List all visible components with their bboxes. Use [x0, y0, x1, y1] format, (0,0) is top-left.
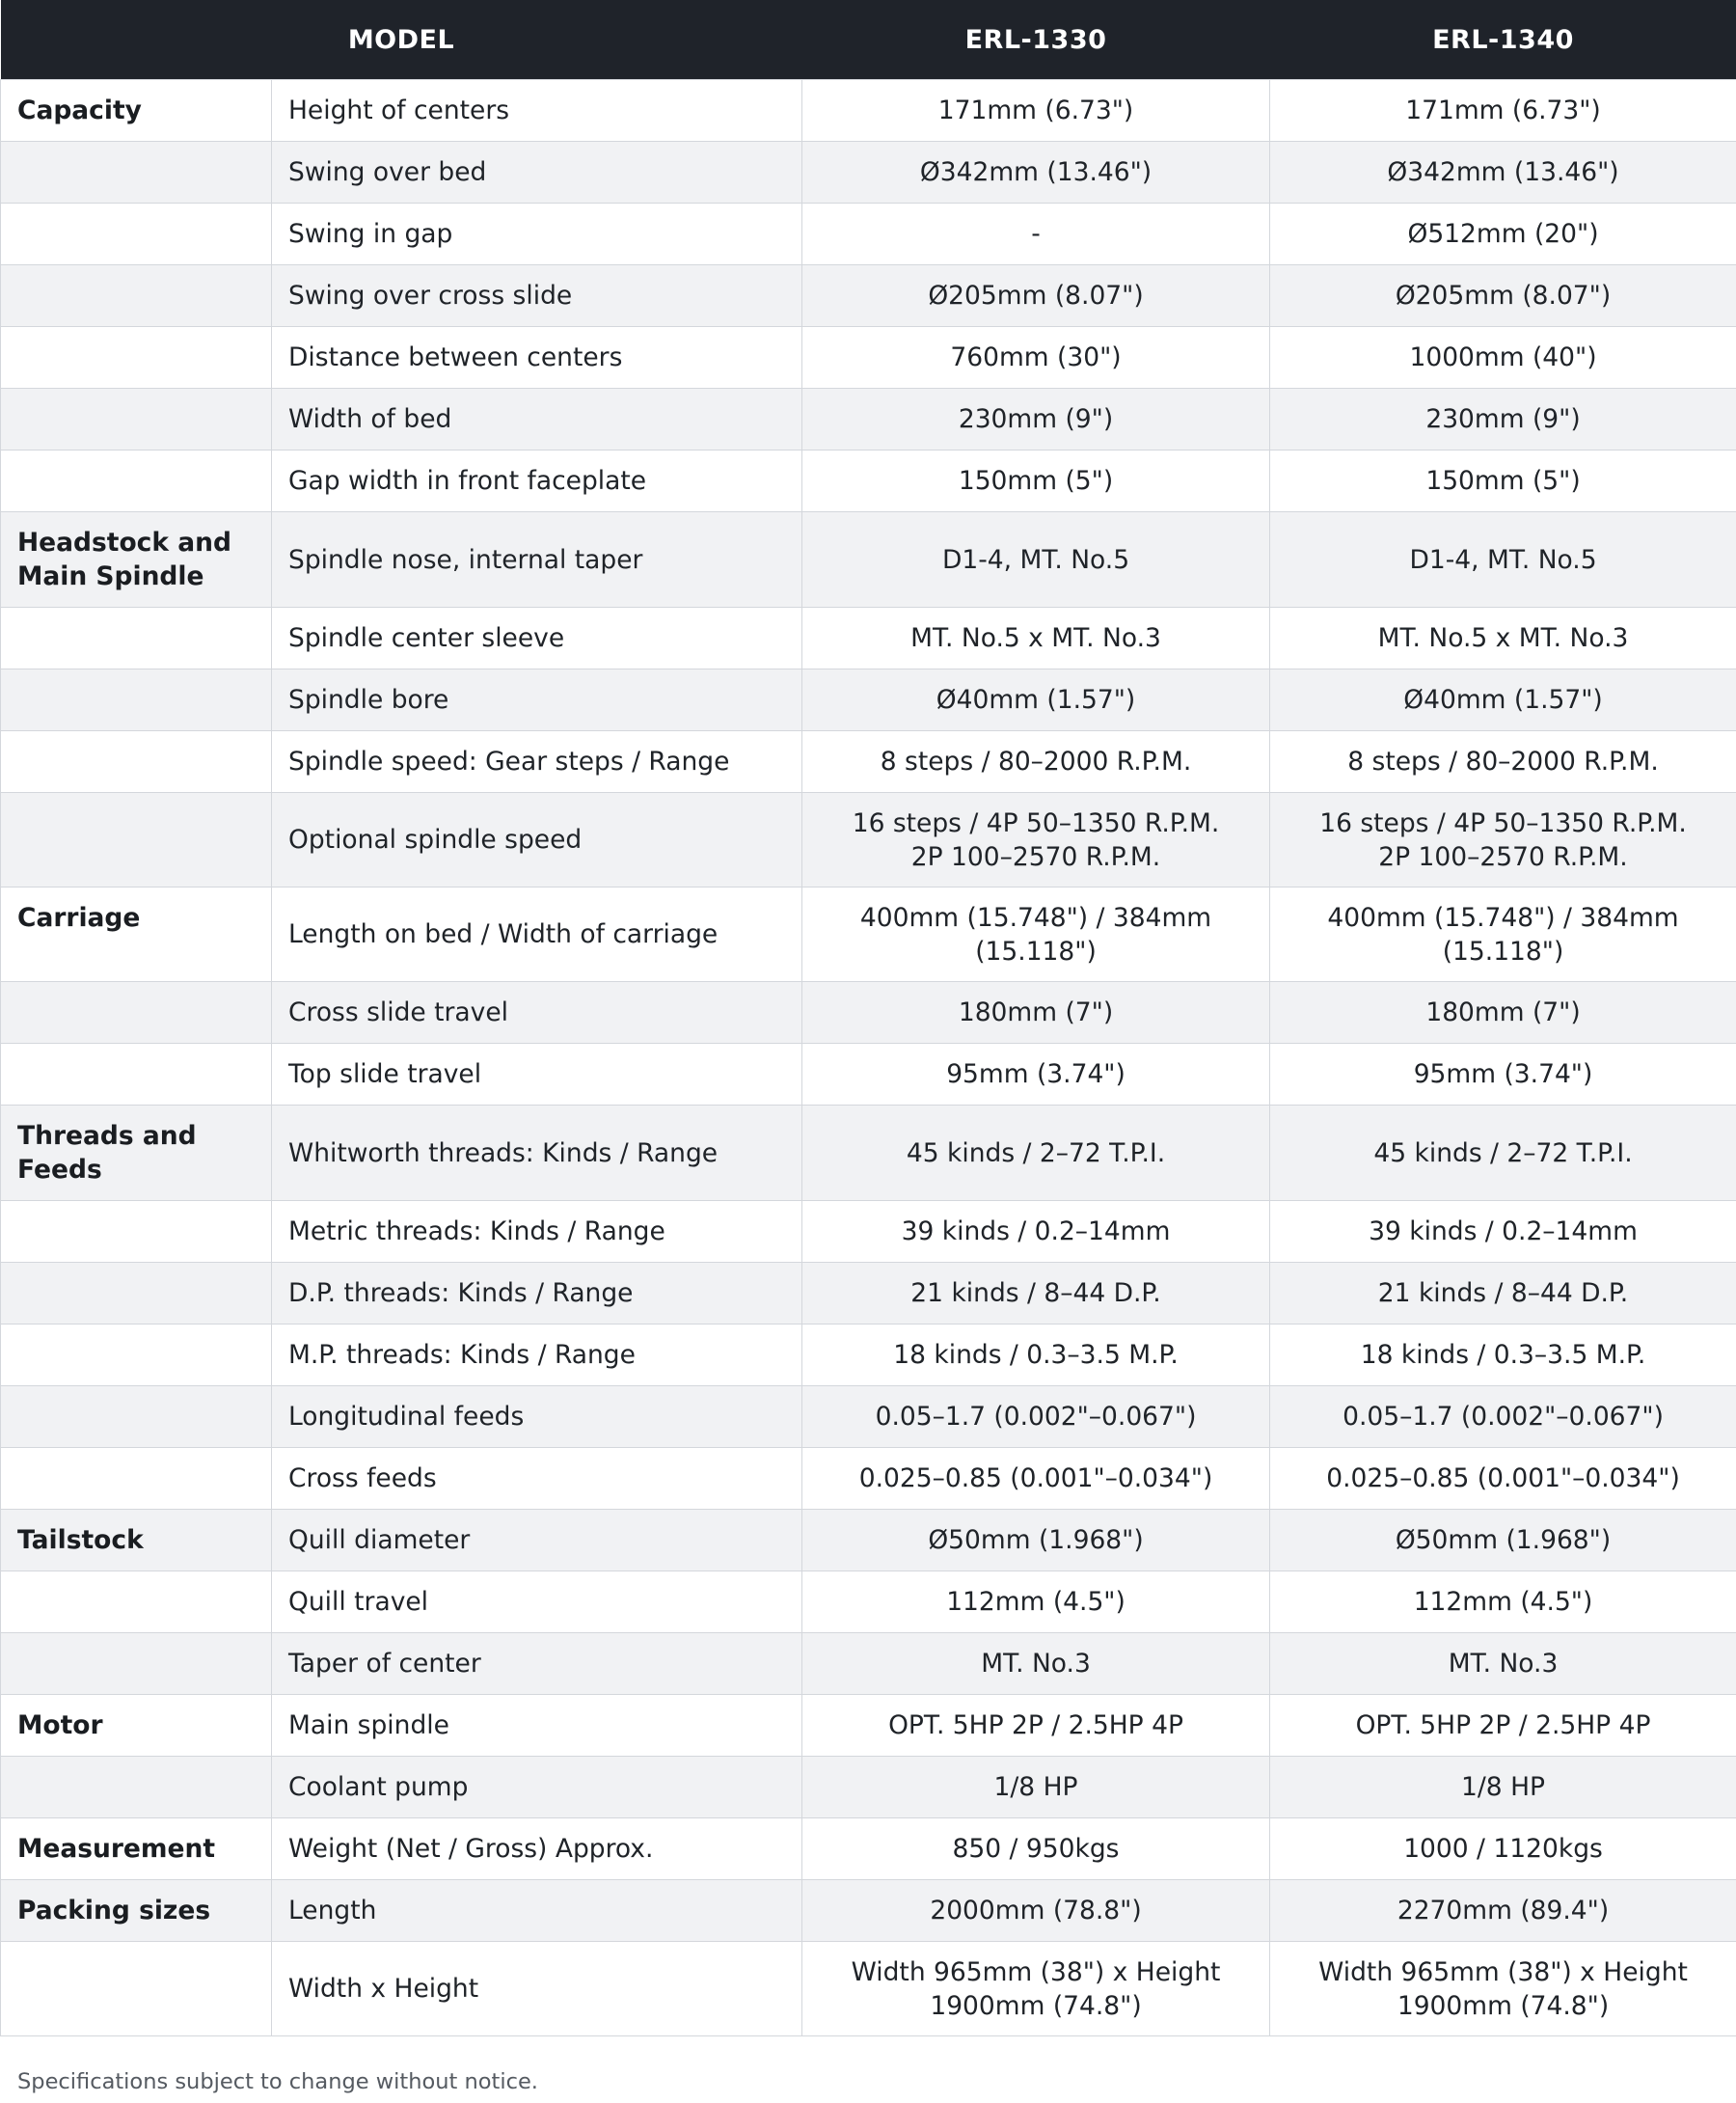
- value-erl-1330: 171mm (6.73"): [802, 80, 1270, 142]
- table-row: [1, 1201, 1736, 1263]
- value-erl-1340: 8 steps / 80–2000 R.P.M.: [1270, 731, 1736, 793]
- row-group-label: [1, 731, 272, 793]
- value-erl-1340: Width 965mm (38") x Height 1900mm (74.8"): [1270, 1942, 1736, 2036]
- value-erl-1330: MT. No.5 x MT. No.3: [802, 608, 1270, 669]
- value-erl-1340: 2270mm (89.4"): [1270, 1880, 1736, 1942]
- value-erl-1340: 1/8 HP: [1270, 1757, 1736, 1818]
- value-erl-1340: Ø342mm (13.46"): [1270, 142, 1736, 204]
- table-row: [1, 1044, 1736, 1106]
- row-group-label: [1, 793, 272, 888]
- row-group-label: [1, 608, 272, 669]
- value-erl-1330: 112mm (4.5"): [802, 1571, 1270, 1633]
- table-row: [1, 1386, 1736, 1448]
- row-group-label: Threads and Feeds: [1, 1106, 272, 1201]
- value-erl-1340: OPT. 5HP 2P / 2.5HP 4P: [1270, 1695, 1736, 1757]
- value-erl-1340: 21 kinds / 8–44 D.P.: [1270, 1263, 1736, 1325]
- row-parameter: Width of bed: [272, 389, 802, 451]
- value-erl-1330: 400mm (15.748") / 384mm (15.118"): [802, 888, 1270, 982]
- row-parameter: D.P. threads: Kinds / Range: [272, 1263, 802, 1325]
- row-group-label: [1, 1263, 272, 1325]
- row-group-label: [1, 142, 272, 204]
- value-erl-1330: MT. No.3: [802, 1633, 1270, 1695]
- row-parameter: Taper of center: [272, 1633, 802, 1695]
- value-erl-1330: Ø40mm (1.57"): [802, 669, 1270, 731]
- value-erl-1340: 16 steps / 4P 50–1350 R.P.M. 2P 100–2570 R.P.M.: [1270, 793, 1736, 888]
- value-erl-1340: 18 kinds / 0.3–3.5 M.P.: [1270, 1325, 1736, 1386]
- table-row: [1, 1106, 1736, 1201]
- row-parameter: Longitudinal feeds: [272, 1386, 802, 1448]
- value-erl-1330: 45 kinds / 2–72 T.P.I.: [802, 1106, 1270, 1201]
- value-erl-1330: -: [802, 204, 1270, 265]
- table-row: [1, 265, 1736, 327]
- value-erl-1330: Ø50mm (1.968"): [802, 1510, 1270, 1571]
- row-parameter: Weight (Net / Gross) Approx.: [272, 1818, 802, 1880]
- row-group-label: [1, 451, 272, 512]
- value-erl-1340: Ø40mm (1.57"): [1270, 669, 1736, 731]
- table-row: [1, 1571, 1736, 1633]
- row-parameter: Length on bed / Width of carriage: [272, 888, 802, 982]
- value-erl-1330: 8 steps / 80–2000 R.P.M.: [802, 731, 1270, 793]
- row-parameter: Coolant pump: [272, 1757, 802, 1818]
- row-group-label: [1, 1757, 272, 1818]
- value-erl-1340: MT. No.5 x MT. No.3: [1270, 608, 1736, 669]
- table-row: [1, 1818, 1736, 1880]
- row-group-label: [1, 1942, 272, 2036]
- row-parameter: Swing over bed: [272, 142, 802, 204]
- value-erl-1330: 18 kinds / 0.3–3.5 M.P.: [802, 1325, 1270, 1386]
- row-group-label: [1, 1044, 272, 1106]
- table-row: [1, 1942, 1736, 2036]
- value-erl-1340: 1000mm (40"): [1270, 327, 1736, 389]
- value-erl-1330: 95mm (3.74"): [802, 1044, 1270, 1106]
- header-model-erl-1340: ERL-1340: [1270, 0, 1736, 80]
- value-erl-1340: 150mm (5"): [1270, 451, 1736, 512]
- row-group-label: [1, 1201, 272, 1263]
- row-parameter: Spindle bore: [272, 669, 802, 731]
- value-erl-1330: Ø342mm (13.46"): [802, 142, 1270, 204]
- row-group-label: [1, 982, 272, 1044]
- row-group-label: [1, 204, 272, 265]
- row-group-label: Tailstock: [1, 1510, 272, 1571]
- footnote: Specifications subject to change without notice.: [17, 2069, 538, 2094]
- table-row: [1, 1880, 1736, 1942]
- table-row: [1, 327, 1736, 389]
- table-row: [1, 451, 1736, 512]
- table-row: [1, 204, 1736, 265]
- value-erl-1330: 0.025–0.85 (0.001"–0.034"): [802, 1448, 1270, 1510]
- value-erl-1340: Ø512mm (20"): [1270, 204, 1736, 265]
- row-parameter: Metric threads: Kinds / Range: [272, 1201, 802, 1263]
- table-body: [1, 80, 1736, 2036]
- row-parameter: Main spindle: [272, 1695, 802, 1757]
- row-group-label: [1, 1448, 272, 1510]
- row-parameter: Gap width in front faceplate: [272, 451, 802, 512]
- table-row: [1, 1448, 1736, 1510]
- value-erl-1340: 0.05–1.7 (0.002"–0.067"): [1270, 1386, 1736, 1448]
- value-erl-1330: 2000mm (78.8"): [802, 1880, 1270, 1942]
- row-group-label: Motor: [1, 1695, 272, 1757]
- row-parameter: Cross slide travel: [272, 982, 802, 1044]
- table-row: [1, 142, 1736, 204]
- row-parameter: M.P. threads: Kinds / Range: [272, 1325, 802, 1386]
- row-group-label: [1, 389, 272, 451]
- row-parameter: Quill travel: [272, 1571, 802, 1633]
- value-erl-1340: MT. No.3: [1270, 1633, 1736, 1695]
- row-parameter: Width x Height: [272, 1942, 802, 2036]
- row-group-label: [1, 1386, 272, 1448]
- row-group-label: Headstock and Main Spindle: [1, 512, 272, 608]
- table-row: [1, 512, 1736, 608]
- row-parameter: Spindle speed: Gear steps / Range: [272, 731, 802, 793]
- row-group-label: [1, 327, 272, 389]
- row-group-label: [1, 1633, 272, 1695]
- row-group-label: Capacity: [1, 80, 272, 142]
- value-erl-1330: Ø205mm (8.07"): [802, 265, 1270, 327]
- value-erl-1330: 0.05–1.7 (0.002"–0.067"): [802, 1386, 1270, 1448]
- row-group-label: Measurement: [1, 1818, 272, 1880]
- value-erl-1330: 16 steps / 4P 50–1350 R.P.M. 2P 100–2570 R.P.M.: [802, 793, 1270, 888]
- table-row: [1, 1325, 1736, 1386]
- row-group-label: Carriage: [1, 888, 272, 982]
- value-erl-1340: 112mm (4.5"): [1270, 1571, 1736, 1633]
- value-erl-1330: 150mm (5"): [802, 451, 1270, 512]
- row-parameter: Quill diameter: [272, 1510, 802, 1571]
- table-row: [1, 389, 1736, 451]
- table-row: [1, 888, 1736, 982]
- value-erl-1330: OPT. 5HP 2P / 2.5HP 4P: [802, 1695, 1270, 1757]
- table-row: [1, 793, 1736, 888]
- table-row: [1, 1757, 1736, 1818]
- row-parameter: Whitworth threads: Kinds / Range: [272, 1106, 802, 1201]
- value-erl-1330: 180mm (7"): [802, 982, 1270, 1044]
- row-parameter: Height of centers: [272, 80, 802, 142]
- row-parameter: Cross feeds: [272, 1448, 802, 1510]
- value-erl-1340: 400mm (15.748") / 384mm (15.118"): [1270, 888, 1736, 982]
- table-row: [1, 608, 1736, 669]
- value-erl-1330: 1/8 HP: [802, 1757, 1270, 1818]
- value-erl-1340: 95mm (3.74"): [1270, 1044, 1736, 1106]
- row-parameter: Spindle nose, internal taper: [272, 512, 802, 608]
- header-row: [1, 0, 1736, 80]
- row-parameter: Spindle center sleeve: [272, 608, 802, 669]
- value-erl-1340: D1-4, MT. No.5: [1270, 512, 1736, 608]
- row-parameter: Length: [272, 1880, 802, 1942]
- table-header: [1, 0, 1736, 80]
- row-parameter: Swing over cross slide: [272, 265, 802, 327]
- value-erl-1340: 45 kinds / 2–72 T.P.I.: [1270, 1106, 1736, 1201]
- value-erl-1330: 850 / 950kgs: [802, 1818, 1270, 1880]
- table-row: [1, 982, 1736, 1044]
- value-erl-1330: 760mm (30"): [802, 327, 1270, 389]
- value-erl-1330: 230mm (9"): [802, 389, 1270, 451]
- value-erl-1340: 230mm (9"): [1270, 389, 1736, 451]
- value-erl-1330: D1-4, MT. No.5: [802, 512, 1270, 608]
- row-group-label: [1, 265, 272, 327]
- value-erl-1330: 21 kinds / 8–44 D.P.: [802, 1263, 1270, 1325]
- row-parameter: Distance between centers: [272, 327, 802, 389]
- value-erl-1330: 39 kinds / 0.2–14mm: [802, 1201, 1270, 1263]
- header-model-label: MODEL: [1, 0, 802, 80]
- row-group-label: Packing sizes: [1, 1880, 272, 1942]
- table-row: [1, 1695, 1736, 1757]
- table-row: [1, 1263, 1736, 1325]
- row-group-label: [1, 1325, 272, 1386]
- value-erl-1340: 180mm (7"): [1270, 982, 1736, 1044]
- table-row: [1, 1633, 1736, 1695]
- table-row: [1, 1510, 1736, 1571]
- value-erl-1340: 39 kinds / 0.2–14mm: [1270, 1201, 1736, 1263]
- table-row: [1, 80, 1736, 142]
- row-parameter: Top slide travel: [272, 1044, 802, 1106]
- value-erl-1340: 171mm (6.73"): [1270, 80, 1736, 142]
- value-erl-1330: Width 965mm (38") x Height 1900mm (74.8"): [802, 1942, 1270, 2036]
- value-erl-1340: Ø50mm (1.968"): [1270, 1510, 1736, 1571]
- table-row: [1, 669, 1736, 731]
- value-erl-1340: 1000 / 1120kgs: [1270, 1818, 1736, 1880]
- value-erl-1340: Ø205mm (8.07"): [1270, 265, 1736, 327]
- table-row: [1, 731, 1736, 793]
- row-group-label: [1, 669, 272, 731]
- row-group-label: [1, 1571, 272, 1633]
- row-parameter: Optional spindle speed: [272, 793, 802, 888]
- value-erl-1340: 0.025–0.85 (0.001"–0.034"): [1270, 1448, 1736, 1510]
- row-parameter: Swing in gap: [272, 204, 802, 265]
- header-model-erl-1330: ERL-1330: [802, 0, 1270, 80]
